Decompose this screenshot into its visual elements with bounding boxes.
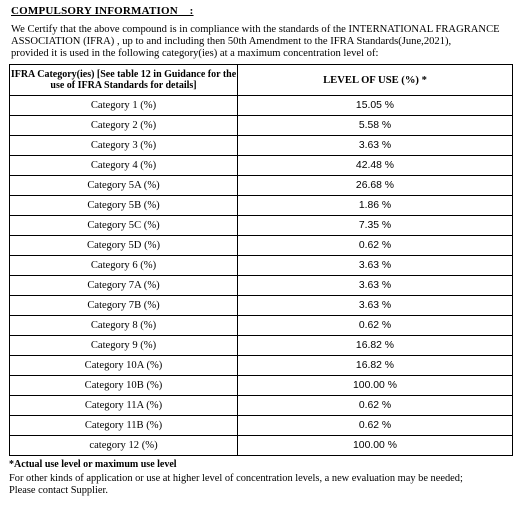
level-of-use-cell: 0.62 % bbox=[238, 396, 513, 416]
section-heading: COMPULSORY INFORMATION : bbox=[11, 5, 194, 17]
table-row bbox=[10, 216, 513, 236]
table-row bbox=[10, 296, 513, 316]
category-cell: category 12 (%) bbox=[10, 436, 238, 456]
category-cell: Category 1 (%) bbox=[10, 96, 238, 116]
category-cell: Category 7B (%) bbox=[10, 296, 238, 316]
level-of-use-cell: 16.82 % bbox=[238, 356, 513, 376]
table-row bbox=[10, 436, 513, 456]
table-row bbox=[10, 136, 513, 156]
category-cell: Category 4 (%) bbox=[10, 156, 238, 176]
footer-line-2: Please contact Supplier. bbox=[9, 485, 108, 496]
category-cell: Category 2 (%) bbox=[10, 116, 238, 136]
header-ifra-category-line-2: use of IFRA Standards for details] bbox=[50, 80, 197, 91]
category-cell: Category 7A (%) bbox=[10, 276, 238, 296]
level-of-use-cell: 0.62 % bbox=[238, 316, 513, 336]
category-cell: Category 9 (%) bbox=[10, 336, 238, 356]
compulsory-information-document bbox=[9, 4, 512, 497]
table-row bbox=[10, 256, 513, 276]
category-cell: Category 8 (%) bbox=[10, 316, 238, 336]
table-row bbox=[10, 336, 513, 356]
table-body bbox=[10, 96, 513, 456]
header-ifra-category bbox=[10, 65, 238, 96]
category-cell: Category 5D (%) bbox=[10, 236, 238, 256]
table-row bbox=[10, 196, 513, 216]
table-row bbox=[10, 396, 513, 416]
footnote-actual-use: *Actual use level or maximum use level bbox=[9, 459, 177, 470]
level-of-use-cell: 16.82 % bbox=[238, 336, 513, 356]
table-row bbox=[10, 96, 513, 116]
level-of-use-cell: 15.05 % bbox=[238, 96, 513, 116]
category-cell: Category 3 (%) bbox=[10, 136, 238, 156]
level-of-use-cell: 5.58 % bbox=[238, 116, 513, 136]
category-cell: Category 5C (%) bbox=[10, 216, 238, 236]
level-of-use-cell: 3.63 % bbox=[238, 136, 513, 156]
category-cell: Category 6 (%) bbox=[10, 256, 238, 276]
certification-line-1: We Certify that the above compound is in compliance with the standards of the INTERNATIONAL FRAGRANCE bbox=[11, 24, 500, 35]
category-cell: Category 5A (%) bbox=[10, 176, 238, 196]
header-ifra-category-line-1: IFRA Category(ies) [See table 12 in Guidance for the bbox=[10, 68, 237, 80]
table-header-row bbox=[10, 65, 513, 96]
table-row bbox=[10, 176, 513, 196]
ifra-category-table bbox=[9, 64, 513, 456]
level-of-use-cell: 3.63 % bbox=[238, 296, 513, 316]
level-of-use-cell: 42.48 % bbox=[238, 156, 513, 176]
table-row bbox=[10, 416, 513, 436]
level-of-use-cell: 1.86 % bbox=[238, 196, 513, 216]
table-row bbox=[10, 376, 513, 396]
category-cell: Category 11B (%) bbox=[10, 416, 238, 436]
table-row bbox=[10, 356, 513, 376]
level-of-use-cell: 3.63 % bbox=[238, 256, 513, 276]
certification-line-3: provided it is used in the following category(ies) at a maximum concentration level of: bbox=[11, 48, 379, 59]
table-row bbox=[10, 116, 513, 136]
level-of-use-cell: 100.00 % bbox=[238, 376, 513, 396]
level-of-use-cell: 26.68 % bbox=[238, 176, 513, 196]
certification-line-2: ASSOCIATION (IFRA) , up to and including then 50th Amendment to the IFRA Standards(June,2021), bbox=[11, 36, 452, 47]
table-row bbox=[10, 236, 513, 256]
footer-line-1: For other kinds of application or use at higher level of concentration levels, a new evaluation may be needed; bbox=[9, 473, 463, 484]
table-row bbox=[10, 316, 513, 336]
header-level-of-use: LEVEL OF USE (%) * bbox=[238, 65, 513, 96]
category-cell: Category 5B (%) bbox=[10, 196, 238, 216]
level-of-use-cell: 100.00 % bbox=[238, 436, 513, 456]
level-of-use-cell: 3.63 % bbox=[238, 276, 513, 296]
level-of-use-cell: 7.35 % bbox=[238, 216, 513, 236]
category-cell: Category 11A (%) bbox=[10, 396, 238, 416]
category-cell: Category 10A (%) bbox=[10, 356, 238, 376]
footer-paragraph bbox=[9, 473, 512, 497]
level-of-use-cell: 0.62 % bbox=[238, 236, 513, 256]
certification-paragraph bbox=[11, 24, 512, 60]
table-row bbox=[10, 156, 513, 176]
category-cell: Category 10B (%) bbox=[10, 376, 238, 396]
level-of-use-cell: 0.62 % bbox=[238, 416, 513, 436]
table-row bbox=[10, 276, 513, 296]
